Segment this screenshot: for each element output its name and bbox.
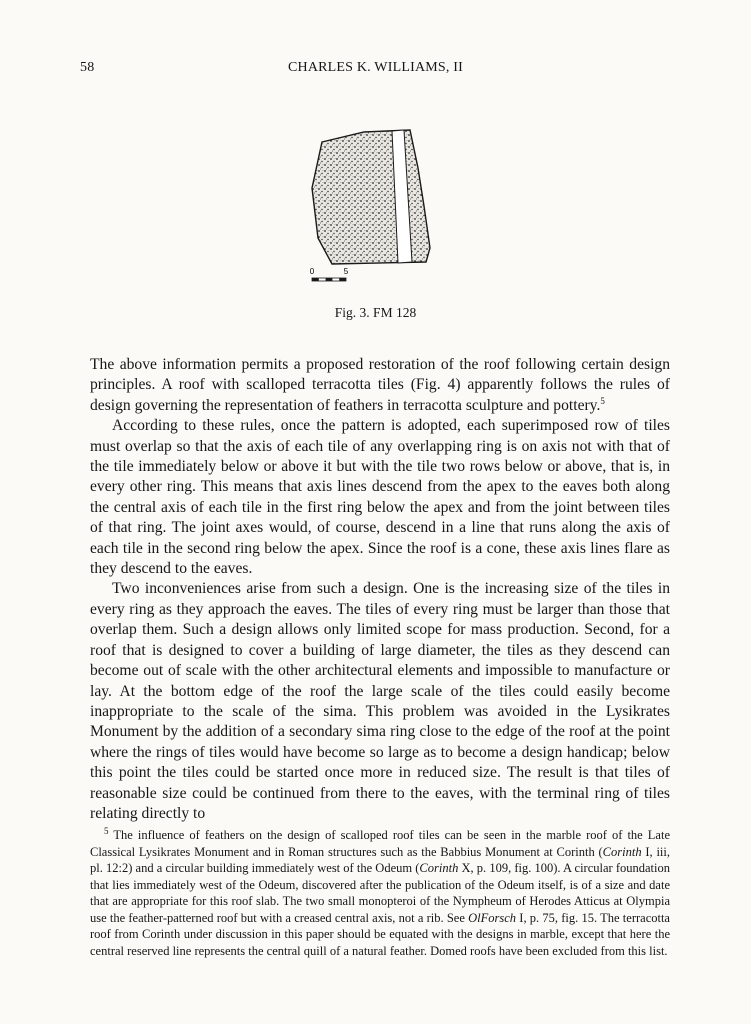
- footnote-text: [90, 825, 670, 958]
- paragraph-3: Two inconveniences arise from such a design. One is the increasing size of the tiles in every ring as they approach the eaves. The tiles of every ring must be larger than those that overlap them. Such a design allows only limited scope for mass production. Second, for a roof that is designed to cover a building of large diameter, the tiles as they descend can become out of scale with the other architectural elements and impossible to manufacture or lay. At the bottom edge of the roof the large scale of the tiles could easily become inappropriate to the scale of the sima. This problem was avoided in the Lysikrates Monument by the addition of a secondary sima ring close to the edge of the roof at the point where the rings of tiles would have become so large as to become a design handicap; below this point the tiles could be started once more in reduced size. The result is that tiles of reasonable size could be continued from there to the eaves, with the terminal ring of tiles relating directly to: [90, 580, 670, 822]
- figure-caption: Fig. 3. FM 128: [334, 305, 417, 320]
- page-number: 58: [80, 60, 95, 75]
- footnote-ref-5[interactable]: 5: [600, 395, 605, 406]
- footnote-marker: 5: [104, 825, 109, 836]
- footnote-segment: I, p. 75, fig. 15. The terracotta roof from Corinth under discussion in this paper should be equated with the designs in marble, except that here the central reserved line represents the central quill of a natural feather. Domed roofs have been excluded from this list.: [90, 910, 670, 958]
- footnote-segment: The influence of feathers on the design of scalloped roof tiles can be seen in the marble roof of the Late Classical Lysikrates Monument and in Roman structures such as the Babbius Monument at Corinth (: [90, 828, 670, 859]
- fragment-drawing: [300, 128, 450, 288]
- paragraph-1: [90, 355, 670, 416]
- paragraph-2: According to these rules, once the pattern is adopted, each superimposed row of tiles must overlap so that the axis of each tile of any overlapping ring is on axis not with that of the tile immediately below or above it but with the tile two rows below or above, that is, in every other ring. This means that axis lines descend from the apex to the eaves both along the central axis of each tile in the first ring below the apex and from the joint between tiles of that ring. The joint axes would, of course, descend in a line that runs along the axis of each tile in the second ring below the apex. Since the roof is a cone, these axis lines flare as they descend to the eaves.: [90, 417, 670, 578]
- paragraph-1-text: The above information permits a proposed restoration of the roof following certain design principles. A roof with scalloped terracotta tiles (Fig. 4) apparently follows the rules of design governing the representation of feathers in terracotta sculpture and pottery.: [90, 356, 670, 414]
- footnote-citation-italic: Corinth: [419, 861, 459, 875]
- fragment-outline: [312, 130, 430, 264]
- running-title: CHARLES K. WILLIAMS, II: [287, 60, 464, 75]
- running-head: [80, 60, 671, 80]
- figure-fm128: [300, 128, 450, 288]
- scale-label-end: 5: [343, 267, 349, 276]
- footnote-5: [90, 827, 670, 959]
- footnote-segment: X, p. 109, fig. 100). A circular foundation that lies immediately west of the Odeum, discovered after the publication of the Odeum itself, is of a size and date that are appropriate for this roof slab. The two small monopteroi of the Nympheum of Herodes Atticus at Olympia use the feather-patterned roof but with a creased central axis, not a rib. See: [90, 861, 670, 925]
- footnote-citation-italic: Corinth: [602, 844, 642, 859]
- footnote-segment: I, iii, pl. 12:2) and a circular building immediately west of the Odeum (: [90, 844, 670, 875]
- body-text: [90, 355, 670, 824]
- scale-bar: [310, 267, 349, 281]
- scale-label-start: 0: [309, 267, 315, 276]
- footnote-citation-italic: OlForsch: [468, 910, 517, 925]
